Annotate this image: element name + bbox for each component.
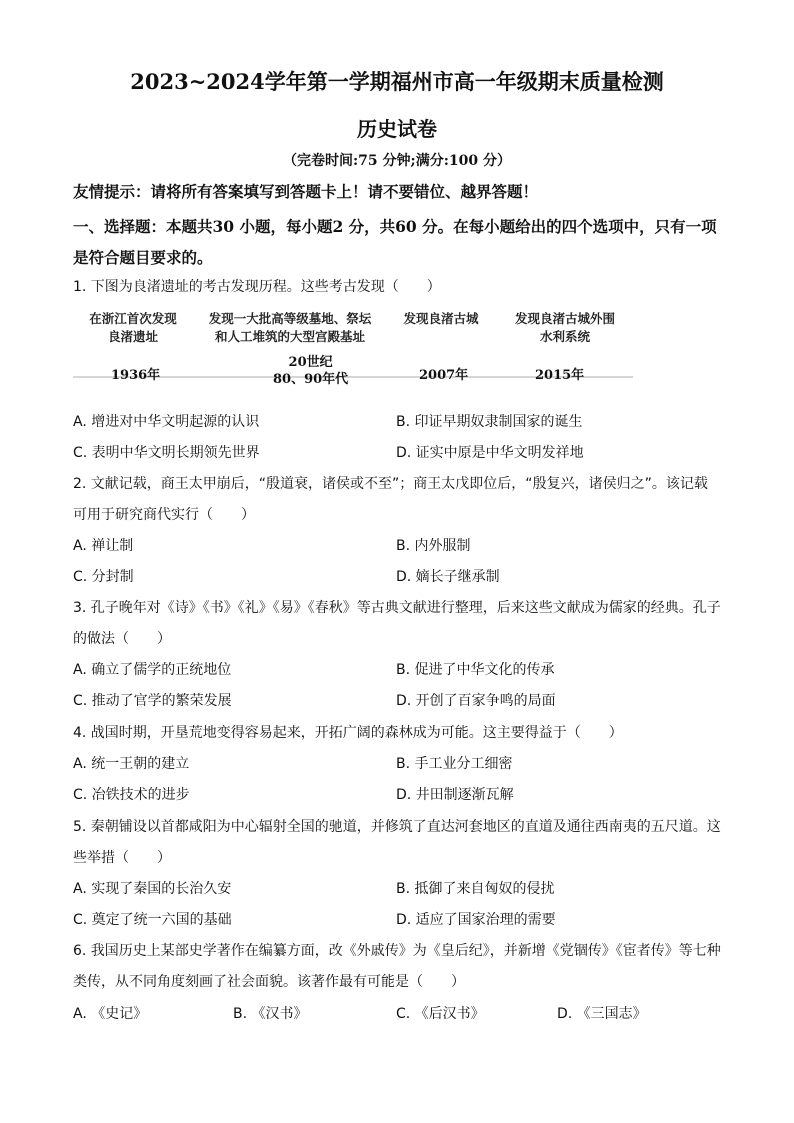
question-6-stem-line-2: 类传，从不同角度刻画了社会面貌。该著作最有可能是（ ） [73, 974, 465, 990]
question-2-option-b[interactable]: B. 内外服制 [396, 538, 471, 554]
question-6-option-a[interactable]: A. 《史记》 [73, 1006, 148, 1022]
question-5-stem-line-2: 些举措（ ） [73, 850, 171, 866]
question-3-option-d[interactable]: D. 开创了百家争鸣的局面 [396, 693, 556, 709]
question-6-option-c[interactable]: C. 《后汉书》 [396, 1006, 485, 1022]
question-4-stem: 4. 战国时期，开垦荒地变得容易起来，开拓广阔的森林成为可能。这主要得益于（ ） [73, 725, 623, 741]
question-4-option-a[interactable]: A. 统一王朝的建立 [73, 756, 190, 772]
timeline-year-4: 2015年 [535, 368, 585, 383]
question-2-stem-line-1: 2. 文献记载，商王太甲崩后，“殷道衰，诸侯或不至”；商王太戊即位后，“殷复兴，诸侯归之”。该记载 [73, 476, 708, 492]
timeline-year-2: 20世纪 80、90年代 [273, 355, 349, 387]
question-5-option-c[interactable]: C. 奠定了统一六国的基础 [73, 912, 232, 928]
timeline-year-3: 2007年 [419, 368, 469, 383]
question-4-option-c[interactable]: C. 冶铁技术的进步 [73, 787, 190, 803]
timeline-event-1: 在浙江首次发现 良渚遗址 [89, 311, 177, 344]
question-6-option-d[interactable]: D. 《三国志》 [557, 1006, 647, 1022]
question-2-option-a[interactable]: A. 禅让制 [73, 538, 134, 554]
question-3-stem-line-2: 的做法（ ） [73, 631, 171, 647]
timeline-year-1: 1936年 [111, 368, 161, 383]
timeline-event-2: 发现一大批高等级墓地、祭坛 和人工堆筑的大型宫殿基址 [208, 311, 372, 344]
question-5-option-b[interactable]: B. 抵御了来自匈奴的侵扰 [396, 881, 555, 897]
question-4-option-b[interactable]: B. 手工业分工细密 [396, 756, 513, 772]
timeline-event-3: 发现良渚古城 [403, 311, 479, 326]
section-heading: 一、选择题：本题共30 小题，每小题2 分，共60 分。在每小题给出的四个选项中，只有一项是符合题目要求的。 [73, 217, 717, 267]
question-2-option-d[interactable]: D. 嫡长子继承制 [396, 569, 500, 585]
question-1-stem: 1. 下图为良渚遗址的考古发现历程。这些考古发现（ ） [73, 279, 441, 295]
question-5-option-d[interactable]: D. 适应了国家治理的需要 [396, 912, 556, 928]
exam-time-info: （完卷时间:75 分钟;满分:100 分） [283, 153, 511, 169]
timeline-event-4: 发现良渚古城外围 水利系统 [514, 311, 615, 344]
exam-title: 2023~2024学年第一学期福州市高一年级期末质量检测 [130, 69, 664, 94]
question-3-option-a[interactable]: A. 确立了儒学的正统地位 [73, 662, 232, 678]
question-4-option-d[interactable]: D. 井田制逐渐瓦解 [396, 787, 514, 803]
question-6-stem-line-1: 6. 我国历史上某部史学著作在编纂方面，改《外戚传》为《皇后纪》，并新增《党锢传》《宦者传》等七种 [73, 943, 721, 959]
question-1-option-c[interactable]: C. 表明中华文明长期领先世界 [73, 445, 260, 461]
question-1-option-b[interactable]: B. 印证早期奴隶制国家的诞生 [396, 414, 583, 430]
friendly-tip: 友情提示：请将所有答案填写到答题卡上！请不要错位、越界答题！ [73, 182, 539, 201]
question-1-option-a[interactable]: A. 增进对中华文明起源的认识 [73, 414, 260, 430]
liangzhu-timeline-figure [73, 306, 633, 398]
question-5-stem-line-1: 5. 秦朝铺设以首都咸阳为中心辐射全国的驰道，并修筑了直达河套地区的直道及通往西南夷的五尺道。这 [73, 819, 721, 835]
question-3-option-c[interactable]: C. 推动了官学的繁荣发展 [73, 693, 232, 709]
question-6-option-b[interactable]: B. 《汉书》 [233, 1006, 308, 1022]
question-3-stem-line-1: 3. 孔子晚年对《诗》《书》《礼》《易》《春秋》等古典文献进行整理，后来这些文献成为儒家的经典。孔子 [73, 600, 721, 616]
question-2-stem-line-2: 可用于研究商代实行（ ） [73, 507, 255, 523]
question-5-option-a[interactable]: A. 实现了秦国的长治久安 [73, 881, 232, 897]
question-2-option-c[interactable]: C. 分封制 [73, 569, 134, 585]
question-1-option-d[interactable]: D. 证实中原是中华文明发祥地 [396, 445, 584, 461]
exam-subject: 历史试卷 [357, 117, 437, 141]
question-3-option-b[interactable]: B. 促进了中华文化的传承 [396, 662, 555, 678]
